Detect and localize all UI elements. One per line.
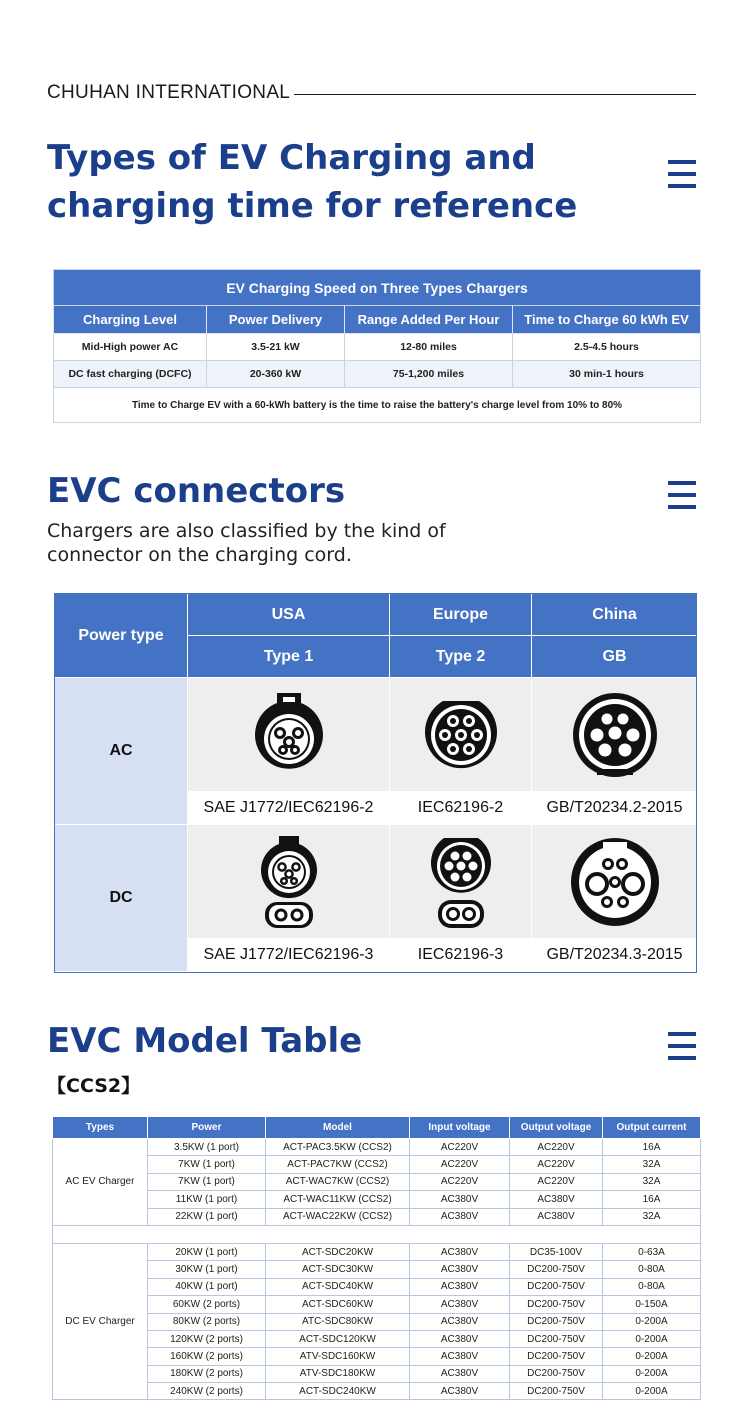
table-row (53, 1278, 701, 1295)
table-cell: ATC-SDC80KW (266, 1313, 410, 1330)
table-cell: AC380V (510, 1191, 603, 1208)
column-header: Output current (603, 1117, 701, 1139)
table-cell: AC380V (410, 1278, 510, 1295)
power-type-header: Power type (55, 594, 188, 678)
table-cell: 0-200A (603, 1383, 701, 1400)
table-cell: AC380V (410, 1330, 510, 1347)
standard-label: IEC62196-2 (390, 792, 532, 825)
table-cell: DC200-750V (510, 1313, 603, 1330)
table-cell: AC380V (410, 1348, 510, 1365)
power-type-ac: AC (55, 678, 188, 825)
table-cell: AC220V (410, 1139, 510, 1156)
column-header: Output voltage (510, 1117, 603, 1139)
table-cell: 0-80A (603, 1261, 701, 1278)
table-cell: ATV-SDC160KW (266, 1348, 410, 1365)
table-cell: 0-200A (603, 1348, 701, 1365)
column-header: Power Delivery (207, 306, 345, 334)
power-type-dc: DC (55, 825, 188, 972)
table-cell: AC380V (410, 1243, 510, 1260)
table-cell: 240KW (2 ports) (148, 1383, 266, 1400)
table-cell: DC35-100V (510, 1243, 603, 1260)
table-cell: 3.5-21 kW (207, 334, 345, 361)
standard-label: GB/T20234.3-2015 (532, 939, 698, 972)
region-usa: USA (188, 594, 390, 636)
table-cell: AC220V (410, 1173, 510, 1190)
table-cell: ACT-SDC120KW (266, 1330, 410, 1347)
connector-table (54, 593, 698, 972)
table-cell: 3.5KW (1 port) (148, 1139, 266, 1156)
table-row (53, 1313, 701, 1330)
table-row (53, 1365, 701, 1382)
table-cell: ACT-WAC22KW (CCS2) (266, 1208, 410, 1225)
table-cell: ACT-WAC11KW (CCS2) (266, 1191, 410, 1208)
table-cell: ACT-WAC7KW (CCS2) (266, 1173, 410, 1190)
table-cell: 0-200A (603, 1313, 701, 1330)
section-title-model-table: EVC Model Table (47, 1021, 363, 1061)
table-row (53, 1330, 701, 1347)
table-cell: 16A (603, 1139, 701, 1156)
table-row (54, 361, 701, 388)
table-cell: AC380V (410, 1208, 510, 1225)
table-cell: 7KW (1 port) (148, 1156, 266, 1173)
table-cell: Mid-High power AC (54, 334, 207, 361)
table-cell: AC380V (410, 1296, 510, 1313)
table-cell: 12-80 miles (345, 334, 513, 361)
type1-ac-connector-icon (188, 678, 390, 792)
region-china: China (532, 594, 698, 636)
table-cell: ATV-SDC180KW (266, 1365, 410, 1382)
table-cell: 120KW (2 ports) (148, 1330, 266, 1347)
header-divider (294, 94, 696, 95)
table-row (53, 1191, 701, 1208)
gb-ac-connector-icon (532, 678, 698, 792)
table-cell: DC200-750V (510, 1330, 603, 1347)
table-cell: 11KW (1 port) (148, 1191, 266, 1208)
table-cell: 0-200A (603, 1330, 701, 1347)
table-row (53, 1348, 701, 1365)
table-cell: AC380V (410, 1261, 510, 1278)
table-cell: AC220V (510, 1156, 603, 1173)
table-row (53, 1139, 701, 1156)
table-row (54, 334, 701, 361)
table-cell: 0-80A (603, 1278, 701, 1295)
table-cell: 20-360 kW (207, 361, 345, 388)
table-cell: ACT-SDC60KW (266, 1296, 410, 1313)
table-cell: 40KW (1 port) (148, 1278, 266, 1295)
table-row (53, 1208, 701, 1225)
table-row (53, 1383, 701, 1400)
table-cell: 0-200A (603, 1365, 701, 1382)
table-cell: AC220V (510, 1173, 603, 1190)
table-cell: AC380V (410, 1383, 510, 1400)
section-subtitle-ccs2: 【CCS2】 (47, 1075, 141, 1097)
table-cell: DC200-750V (510, 1365, 603, 1382)
table-cell: DC fast charging (DCFC) (54, 361, 207, 388)
connector-type-2: Type 2 (390, 636, 532, 678)
table-cell: AC220V (510, 1139, 603, 1156)
spacer-cell (53, 1225, 701, 1243)
table-cell: 180KW (2 ports) (148, 1365, 266, 1382)
table-cell: ACT-SDC40KW (266, 1278, 410, 1295)
table-cell: AC380V (410, 1365, 510, 1382)
table-cell: AC380V (510, 1208, 603, 1225)
ccs1-dc-connector-icon (188, 825, 390, 939)
table-note: Time to Charge EV with a 60-kWh battery is the time to raise the battery's charge level from 10% to 80% (54, 388, 701, 423)
region-europe: Europe (390, 594, 532, 636)
connector-type-1: Type 1 (188, 636, 390, 678)
table-row (53, 1173, 701, 1190)
charger-type-cell: AC EV Charger (53, 1139, 148, 1226)
column-header: Power (148, 1117, 266, 1139)
brand-name: CHUHAN INTERNATIONAL (47, 82, 291, 103)
menu-icon[interactable] (668, 160, 696, 190)
table-cell: 7KW (1 port) (148, 1173, 266, 1190)
table-cell: ACT-SDC30KW (266, 1261, 410, 1278)
table-cell: AC220V (410, 1156, 510, 1173)
table-cell: 20KW (1 port) (148, 1243, 266, 1260)
table-cell: DC200-750V (510, 1383, 603, 1400)
table-cell: 2.5-4.5 hours (513, 334, 701, 361)
table-cell: 160KW (2 ports) (148, 1348, 266, 1365)
table-cell: AC380V (410, 1191, 510, 1208)
column-header: Types (53, 1117, 148, 1139)
connector-type-gb: GB (532, 636, 698, 678)
ccs2-dc-connector-icon (390, 825, 532, 939)
table-cell: 80KW (2 ports) (148, 1313, 266, 1330)
section-subtitle-connectors: Chargers are also classified by the kind of connector on the charging cord. (47, 520, 446, 566)
model-table (52, 1116, 701, 1400)
charger-type-cell: DC EV Charger (53, 1243, 148, 1400)
table-cell: 32A (603, 1156, 701, 1173)
menu-icon[interactable] (668, 481, 696, 511)
table-cell: 30 min-1 hours (513, 361, 701, 388)
table-cell: ACT-SDC240KW (266, 1383, 410, 1400)
table-cell: 32A (603, 1173, 701, 1190)
standard-label: SAE J1772/IEC62196-3 (188, 939, 390, 972)
table-cell: ACT-PAC3.5KW (CCS2) (266, 1139, 410, 1156)
column-header: Input voltage (410, 1117, 510, 1139)
table-cell: 0-63A (603, 1243, 701, 1260)
table-cell: 22KW (1 port) (148, 1208, 266, 1225)
table-row (53, 1243, 701, 1260)
table-cell: 60KW (2 ports) (148, 1296, 266, 1313)
table-cell: ACT-SDC20KW (266, 1243, 410, 1260)
table-cell: 75-1,200 miles (345, 361, 513, 388)
gb-dc-connector-icon (532, 825, 698, 939)
charging-speed-table (53, 269, 701, 423)
standard-label: IEC62196-3 (390, 939, 532, 972)
type2-ac-connector-icon (390, 678, 532, 792)
table-cell: DC200-750V (510, 1348, 603, 1365)
table-cell: 32A (603, 1208, 701, 1225)
column-header: Model (266, 1117, 410, 1139)
table-cell: ACT-PAC7KW (CCS2) (266, 1156, 410, 1173)
table-row (53, 1296, 701, 1313)
table-cell: AC380V (410, 1313, 510, 1330)
standard-label: SAE J1772/IEC62196-2 (188, 792, 390, 825)
table-row (53, 1156, 701, 1173)
column-header: Time to Charge 60 kWh EV (513, 306, 701, 334)
column-header: Charging Level (54, 306, 207, 334)
group-spacer-row (53, 1225, 701, 1243)
table-cell: 30KW (1 port) (148, 1261, 266, 1278)
section-title-charging-types: Types of EV Charging and charging time for reference (47, 138, 578, 226)
table-cell: 16A (603, 1191, 701, 1208)
column-header: Range Added Per Hour (345, 306, 513, 334)
table-row (53, 1261, 701, 1278)
menu-icon[interactable] (668, 1032, 696, 1062)
table-cell: 0-150A (603, 1296, 701, 1313)
standard-label: GB/T20234.2-2015 (532, 792, 698, 825)
charging-speed-table-header: EV Charging Speed on Three Types Chargers (54, 270, 701, 306)
table-cell: DC200-750V (510, 1278, 603, 1295)
section-title-connectors: EVC connectors (47, 471, 346, 511)
table-cell: DC200-750V (510, 1296, 603, 1313)
table-cell: DC200-750V (510, 1261, 603, 1278)
